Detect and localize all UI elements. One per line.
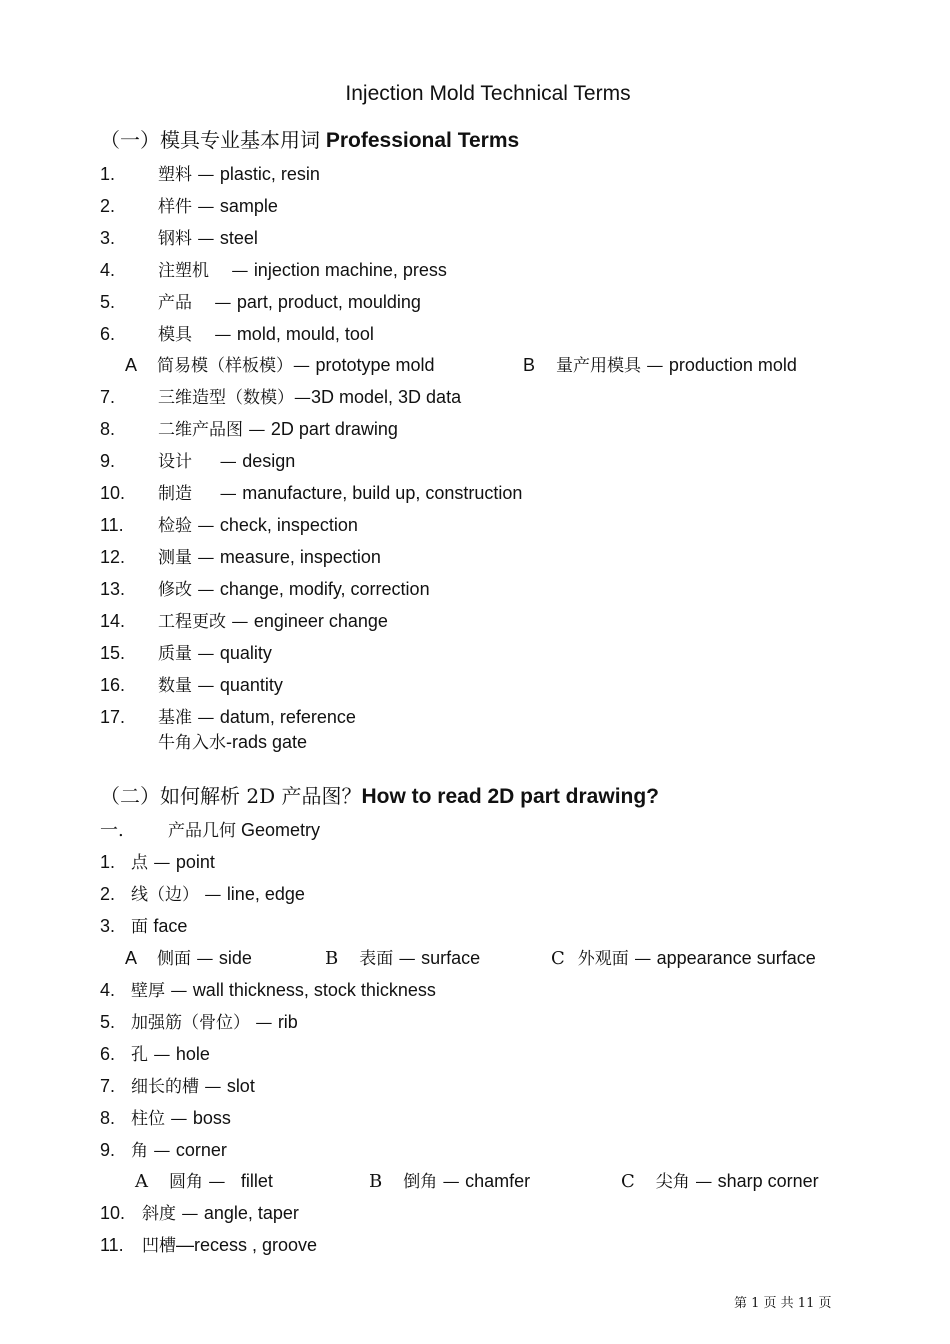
- term-row: [100, 322, 374, 347]
- term-zh: 三维造型（数模）—: [158, 388, 311, 408]
- term-en: quantity: [219, 675, 283, 695]
- term-row: [100, 226, 258, 251]
- term-row: [100, 1201, 299, 1226]
- term-zh: 角 —: [131, 1141, 176, 1161]
- term-zh: 细长的槽 —: [131, 1077, 227, 1097]
- term-en: engineer change: [253, 611, 388, 631]
- term-number: 5.: [100, 292, 116, 312]
- term-number: 14.: [100, 611, 126, 631]
- term-zh: 钢料 —: [158, 229, 220, 249]
- term-number: 4.: [100, 260, 116, 280]
- extra-term: [158, 730, 307, 755]
- term-number: 4.: [100, 980, 116, 1000]
- section-heading-zh: （二）如何解析 2D 产品图？: [100, 784, 362, 808]
- section-heading-zh: （一）模具专业基本用词: [100, 128, 320, 152]
- subitem-zh: 侧面 —: [157, 949, 219, 969]
- term-row: [100, 914, 187, 939]
- term-row: [100, 385, 461, 410]
- term-number: 15.: [100, 643, 126, 663]
- subheading-zh: 产品几何: [168, 821, 236, 841]
- term-en: boss: [192, 1108, 231, 1128]
- term-zh: 柱位 —: [131, 1109, 193, 1129]
- subitem-zh: 表面 —: [359, 949, 422, 969]
- subitem-label: A: [125, 948, 137, 968]
- subitem-label: C: [551, 948, 565, 969]
- term-zh: 点 —: [131, 853, 176, 873]
- term-number: 9.: [100, 451, 116, 471]
- subitem-label: B: [523, 355, 536, 375]
- page-title: Injection Mold Technical Terms: [345, 82, 631, 105]
- term-row: [100, 290, 421, 315]
- term-zh: 修改 —: [158, 580, 220, 600]
- term-en: face: [153, 916, 188, 936]
- extra-term-zh: 牛角入水: [158, 733, 226, 753]
- term-row: [100, 1042, 210, 1067]
- term-en: mold, mould, tool: [236, 324, 374, 344]
- term-zh: 质量 —: [158, 644, 220, 664]
- term-row: [100, 545, 381, 570]
- term-number: 9.: [100, 1140, 116, 1160]
- term-number: 16.: [100, 675, 126, 695]
- term-zh: 设计 —: [158, 452, 243, 472]
- term-row: [100, 705, 356, 730]
- term-en: angle, taper: [203, 1203, 299, 1223]
- term-zh: 面: [131, 917, 154, 937]
- subheading-en: Geometry: [241, 820, 321, 840]
- term-row: [100, 1106, 231, 1131]
- term-zh: 凹槽: [142, 1236, 176, 1256]
- subitem-en: prototype mold: [315, 355, 435, 375]
- term-zh: 产品 —: [158, 293, 237, 313]
- term-zh: 孔 —: [131, 1045, 176, 1065]
- term-en: wall thickness, stock thickness: [192, 980, 436, 1000]
- term-en: 3D model, 3D data: [311, 387, 462, 407]
- term-zh: 二维产品图 —: [158, 420, 271, 440]
- term-en: sample: [219, 196, 278, 216]
- term-row: [100, 449, 295, 474]
- page-footer: 第 1 页 共 11 页: [734, 1296, 832, 1311]
- subitem-label: C: [621, 1171, 635, 1192]
- subitem-b: [325, 946, 480, 971]
- subitem-c: [551, 946, 816, 971]
- term-row: [100, 609, 388, 634]
- term-zh: 基准 —: [158, 708, 220, 728]
- subitem-b: [369, 1169, 530, 1194]
- subitem-c: [621, 1169, 819, 1194]
- term-zh: 测量 —: [158, 548, 220, 568]
- term-row: [100, 162, 320, 187]
- term-zh: 塑料 —: [158, 165, 220, 185]
- subitem-en: sharp corner: [717, 1171, 819, 1191]
- term-number: 5.: [100, 1012, 116, 1032]
- term-en: measure, inspection: [219, 547, 381, 567]
- subitem-en: side: [218, 948, 252, 968]
- term-number: 8.: [100, 1108, 116, 1128]
- term-row: [100, 1074, 255, 1099]
- term-row: [100, 1138, 227, 1163]
- subitem-en: production mold: [668, 355, 797, 375]
- section-heading-en: How to read 2D part drawing?: [361, 785, 660, 808]
- term-number: 10.: [100, 483, 126, 503]
- term-row: [100, 258, 447, 283]
- subitem-zh: 量产用模具 —: [556, 356, 669, 376]
- term-row: [100, 577, 430, 602]
- subitem-zh: 圆角 —: [169, 1172, 231, 1192]
- subitem-a: [125, 353, 435, 378]
- subitem-zh: 外观面 —: [577, 949, 657, 969]
- term-number: 6.: [100, 324, 116, 344]
- term-number: 17.: [100, 707, 126, 727]
- term-zh: 线（边） —: [131, 885, 227, 905]
- term-en: check, inspection: [219, 515, 358, 535]
- subitem-label: B: [325, 948, 339, 969]
- term-zh: 样件 —: [158, 197, 220, 217]
- subitem-en: appearance surface: [656, 948, 816, 968]
- term-zh: 模具 —: [158, 325, 237, 345]
- term-number: 7.: [100, 387, 116, 407]
- term-en: quality: [219, 643, 272, 663]
- term-row: [100, 513, 358, 538]
- term-zh: 工程更改 —: [158, 612, 254, 632]
- term-en: design: [242, 451, 296, 471]
- term-zh: 壁厚 —: [131, 981, 193, 1001]
- term-number: 7.: [100, 1076, 116, 1096]
- term-row: [100, 978, 436, 1003]
- term-number: 11.: [100, 515, 124, 535]
- term-row: [100, 850, 215, 875]
- term-en: point: [175, 852, 215, 872]
- term-row: [100, 673, 283, 698]
- term-en: datum, reference: [219, 707, 356, 727]
- term-number: 12.: [100, 547, 126, 567]
- term-row: [100, 417, 398, 442]
- term-en: slot: [226, 1076, 255, 1096]
- subitem-zh: 尖角 —: [655, 1172, 718, 1192]
- term-en: injection machine, press: [253, 260, 447, 280]
- subitem-b: [523, 353, 797, 378]
- term-number: 13.: [100, 579, 126, 599]
- term-zh: 检验 —: [158, 516, 220, 536]
- term-number: 10.: [100, 1203, 126, 1223]
- term-row: [100, 1010, 298, 1035]
- section-heading-en: Professional Terms: [325, 129, 520, 152]
- term-number: 3.: [100, 228, 116, 248]
- term-number: 6.: [100, 1044, 116, 1064]
- term-number: 2.: [100, 196, 116, 216]
- term-number: 1.: [100, 852, 116, 872]
- subitem-en: surface: [421, 948, 481, 968]
- subitem-zh: 简易模（样板模）—: [157, 356, 316, 376]
- term-en: steel: [219, 228, 258, 248]
- term-number: 8.: [100, 419, 116, 439]
- term-zh: 数量 —: [158, 676, 220, 696]
- subheading-num: 一.: [100, 820, 124, 841]
- term-en: change, modify, correction: [219, 579, 430, 599]
- subitem-en: fillet: [240, 1171, 273, 1191]
- subitem-label: A: [135, 1171, 148, 1192]
- term-en: part, product, moulding: [236, 292, 421, 312]
- subitem-a: [125, 946, 252, 971]
- subitem-zh: 倒角 —: [403, 1172, 466, 1192]
- section-heading-2: [100, 780, 659, 809]
- term-number: 1.: [100, 164, 116, 184]
- term-en: —recess , groove: [176, 1235, 318, 1255]
- term-en: rib: [277, 1012, 298, 1032]
- term-zh: 注塑机 —: [158, 261, 254, 281]
- term-row: [100, 1233, 317, 1258]
- term-en: manufacture, build up, construction: [242, 483, 523, 503]
- term-number: 2.: [100, 884, 116, 904]
- term-row: [100, 882, 305, 907]
- term-zh: 制造 —: [158, 484, 243, 504]
- term-row: [100, 641, 272, 666]
- subitem-label: A: [125, 355, 137, 375]
- geometry-subheading: [100, 818, 320, 843]
- term-en: plastic, resin: [219, 164, 320, 184]
- term-en: hole: [175, 1044, 210, 1064]
- term-number: 11.: [100, 1235, 124, 1255]
- extra-term-en: -rads gate: [226, 732, 308, 752]
- term-number: 3.: [100, 916, 116, 936]
- subitem-a: [135, 1169, 273, 1194]
- term-en: 2D part drawing: [270, 419, 398, 439]
- term-zh: 加强筋（骨位） —: [131, 1013, 278, 1033]
- term-row: [100, 194, 278, 219]
- term-en: line, edge: [226, 884, 305, 904]
- subitem-en: chamfer: [465, 1171, 531, 1191]
- term-zh: 斜度 —: [142, 1204, 204, 1224]
- subitem-label: B: [369, 1171, 383, 1192]
- term-en: corner: [175, 1140, 227, 1160]
- section-heading-1: [100, 124, 519, 153]
- term-row: [100, 481, 522, 506]
